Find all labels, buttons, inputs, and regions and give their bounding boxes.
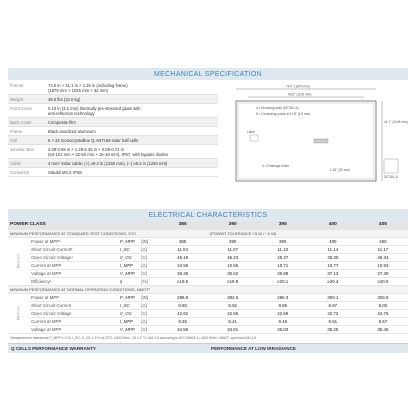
row-value: 11.07 bbox=[208, 245, 258, 253]
electrical-table bbox=[8, 221, 408, 334]
warranty-title: Q CELLS PERFORMANCE WARRANTY bbox=[11, 345, 96, 351]
row-unit: [%] bbox=[139, 277, 157, 285]
spec-row bbox=[8, 104, 218, 118]
power-class-value: 385 bbox=[158, 221, 208, 229]
row-symbol: P_MPP bbox=[118, 237, 139, 245]
row-label: Voltage at MPP bbox=[29, 269, 118, 277]
frame-label: 1.26" (32 mm) bbox=[330, 168, 351, 172]
tolerance-note: (POWER TOLERANCE +5 W / −0 W) bbox=[208, 229, 408, 237]
spec-row bbox=[8, 81, 218, 95]
row-value: 10.59 bbox=[158, 261, 208, 269]
row-value: 42.76 bbox=[358, 309, 408, 317]
spec-value: Stäubli MC4; IP68 bbox=[48, 169, 82, 175]
row-value: 10.83 bbox=[358, 261, 408, 269]
row-unit: [V] bbox=[139, 325, 157, 333]
row-value: 36.36 bbox=[158, 269, 208, 277]
data-row bbox=[8, 253, 408, 261]
electrical-title: ELECTRICAL CHARACTERISTICS bbox=[8, 209, 408, 221]
spec-key: Connector bbox=[10, 169, 30, 175]
row-value: 8.46 bbox=[258, 317, 308, 325]
section-title: MINIMUM PERFORMANCE AT STANDARD TEST CONDITIONS, STC bbox=[8, 229, 208, 237]
spec-value: 48.5 lbs (22.0 kg) bbox=[48, 96, 81, 102]
row-value: 303.8 bbox=[358, 293, 408, 301]
row-value: 35.03 bbox=[258, 325, 308, 333]
spec-value: 2.09-3.98 in × 1.26-2.36 in × 0.59-0.71 in (53-101 mm × 32-60 mm × 15-18 mm), IP67, with bypass diodes bbox=[48, 146, 168, 157]
spec-row bbox=[8, 136, 218, 145]
module-technical-drawing bbox=[226, 83, 408, 195]
group-cell bbox=[8, 293, 29, 333]
footnote: ¹Measurement tolerances P_MPP ± 3 %; I_SC, V_OC ± 5 % at STC: 1000 W/m², 25 ± 2 °C, AM 1.5 according to IEC 60904-3 • ²800 W/m², NMOT, spectrum AM 1.5 bbox=[8, 334, 408, 344]
row-label: Efficiency¹ bbox=[29, 277, 118, 285]
data-row bbox=[8, 317, 408, 325]
row-unit: [A] bbox=[139, 261, 157, 269]
row-label: Voltage at MPP bbox=[29, 325, 118, 333]
grounding-label: 8 × Grounding points ø 0.18" (4.5 mm) bbox=[256, 112, 311, 116]
row-value: ≥20.6 bbox=[358, 277, 408, 285]
row-value: 400 bbox=[308, 237, 358, 245]
row-label: Open Circuit Voltage bbox=[29, 309, 118, 317]
spec-key: Format bbox=[10, 82, 24, 88]
row-value: 288.8 bbox=[158, 293, 208, 301]
spec-value: 74.0 in × 41.1 in × 1.26 in (including frame) (1879 mm × 1045 mm × 32 mm) bbox=[48, 82, 128, 93]
spec-key: Front Cover bbox=[10, 105, 33, 111]
row-value: 385 bbox=[158, 237, 208, 245]
row-symbol: V_MPP bbox=[118, 325, 139, 333]
row-value: 42.65 bbox=[208, 309, 258, 317]
section-row bbox=[8, 229, 408, 237]
row-value: 405 bbox=[358, 237, 408, 245]
row-unit: [A] bbox=[139, 317, 157, 325]
row-value: 8.90 bbox=[158, 301, 208, 309]
row-value: 8.51 bbox=[308, 317, 358, 325]
row-value: 42.69 bbox=[258, 309, 308, 317]
row-value: 8.35 bbox=[158, 317, 208, 325]
row-value: 8.57 bbox=[358, 317, 408, 325]
row-symbol: η bbox=[118, 277, 139, 285]
spec-key: Frame bbox=[10, 128, 23, 134]
row-value: 45.34 bbox=[358, 253, 408, 261]
power-class-row bbox=[8, 221, 408, 229]
row-value: 35.46 bbox=[358, 325, 408, 333]
row-value: 11.17 bbox=[358, 245, 408, 253]
row-value: 300.1 bbox=[308, 293, 358, 301]
group-label: Minimum bbox=[16, 253, 21, 269]
row-value: 10.71 bbox=[258, 261, 308, 269]
row-value: 34.81 bbox=[208, 325, 258, 333]
row-value: ≥19.9 bbox=[208, 277, 258, 285]
spec-value: 0.13 in (3.2 mm) thermally pre-stressed glass with anti-reflection technology bbox=[48, 105, 141, 116]
module-drawing bbox=[218, 81, 408, 199]
spec-value: 6 × 22 monocrystalline Q.ANTUM solar half cells bbox=[48, 137, 139, 143]
data-row bbox=[8, 237, 408, 245]
bottom-section-headers bbox=[8, 344, 408, 353]
row-label: Power at MPP bbox=[29, 293, 118, 301]
row-symbol: P_MPP bbox=[118, 293, 139, 301]
row-symbol: I_SC bbox=[118, 245, 139, 253]
row-value: 11.14 bbox=[308, 245, 358, 253]
data-row bbox=[8, 245, 408, 253]
spec-key: Cable bbox=[10, 160, 21, 166]
row-value: 8.92 bbox=[208, 301, 258, 309]
spec-key: Back Cover bbox=[10, 119, 32, 125]
spec-key: Junction Box bbox=[10, 146, 34, 152]
row-unit: [A] bbox=[139, 301, 157, 309]
spec-key: Cell bbox=[10, 137, 18, 143]
row-unit: [V] bbox=[139, 309, 157, 317]
row-label: Short Circuit Current bbox=[29, 301, 118, 309]
dim-length: 74.0" (1879 mm) bbox=[286, 84, 310, 89]
power-class-label: POWER CLASS bbox=[8, 221, 158, 229]
row-value: 9.00 bbox=[358, 301, 408, 309]
row-value: 42.72 bbox=[308, 309, 358, 317]
row-value: 11.04 bbox=[158, 245, 208, 253]
row-value: 10.77 bbox=[308, 261, 358, 269]
dim-width: 41.1" (1045 mm) bbox=[384, 120, 408, 124]
data-row bbox=[8, 309, 408, 317]
row-value: 37.13 bbox=[308, 269, 358, 277]
data-row bbox=[8, 277, 408, 285]
row-value: 10.65 bbox=[208, 261, 258, 269]
row-unit: [V] bbox=[139, 269, 157, 277]
row-symbol: I_MPP bbox=[118, 261, 139, 269]
group-label: Minimum bbox=[16, 305, 21, 321]
power-class-value: 390 bbox=[208, 221, 258, 229]
data-row bbox=[8, 269, 408, 277]
row-value: 8.97 bbox=[308, 301, 358, 309]
row-label: Open Circuit Voltage¹ bbox=[29, 253, 118, 261]
spec-row bbox=[8, 145, 218, 159]
section-title: MINIMUM PERFORMANCE AT NORMAL OPERATING CONDITIONS, NMOT² bbox=[8, 285, 408, 293]
row-value: 11.10 bbox=[258, 245, 308, 253]
row-unit: [W] bbox=[139, 293, 157, 301]
row-symbol: I_MPP bbox=[118, 317, 139, 325]
section-row bbox=[8, 285, 408, 293]
row-symbol: I_SC bbox=[118, 301, 139, 309]
label-marker: Label bbox=[247, 130, 255, 134]
group-cell bbox=[8, 237, 29, 285]
row-value: 8.95 bbox=[258, 301, 308, 309]
spec-value: 4 mm² Solar cable; (+) ≥9.2 in (1250 mm), (−) ≥9.2 in (1250 mm) bbox=[48, 160, 168, 166]
row-symbol: V_OC bbox=[118, 309, 139, 317]
dim-inner: 43.6" (1109 mm) bbox=[288, 92, 312, 97]
row-value: 296.3 bbox=[258, 293, 308, 301]
drainage-label: 4 × Drainage holes bbox=[262, 164, 289, 168]
spec-key: Weight bbox=[10, 96, 23, 102]
row-value: ≥20.1 bbox=[258, 277, 308, 285]
power-class-value: 400 bbox=[308, 221, 358, 229]
spec-row bbox=[8, 127, 218, 136]
row-label: Current at MPP bbox=[29, 317, 118, 325]
row-value: 292.6 bbox=[208, 293, 258, 301]
row-value: 45.19 bbox=[158, 253, 208, 261]
spec-row bbox=[8, 118, 218, 127]
row-value: ≥19.6 bbox=[158, 277, 208, 285]
row-value: 45.30 bbox=[308, 253, 358, 261]
row-unit: [W] bbox=[139, 237, 157, 245]
row-value: 395 bbox=[258, 237, 308, 245]
row-label: Power at MPP¹ bbox=[29, 237, 118, 245]
row-unit: [A] bbox=[139, 245, 157, 253]
row-value: 42.62 bbox=[158, 309, 208, 317]
datasheet bbox=[8, 68, 408, 353]
row-value: 8.41 bbox=[208, 317, 258, 325]
spec-row bbox=[8, 95, 218, 104]
row-value: 36.88 bbox=[258, 269, 308, 277]
row-label: Current at MPP bbox=[29, 261, 118, 269]
data-row bbox=[8, 261, 408, 269]
low-irradiance-title: PERFORMANCE AT LOW IRRADIANCE bbox=[211, 345, 296, 351]
row-value: ≥20.4 bbox=[308, 277, 358, 285]
spec-row bbox=[8, 159, 218, 168]
detail-a-label: DETAIL A bbox=[384, 175, 398, 179]
spec-value: Black anodized aluminum bbox=[48, 128, 96, 134]
row-value: 45.23 bbox=[208, 253, 258, 261]
mounting-slots-label: 4 × Mounting slots (DETAIL A) bbox=[256, 106, 299, 110]
power-class-value: 405 bbox=[358, 221, 408, 229]
row-value: 36.62 bbox=[208, 269, 258, 277]
mechanical-spec-table bbox=[8, 81, 218, 199]
row-label: Short Circuit Current¹ bbox=[29, 245, 118, 253]
data-row bbox=[8, 301, 408, 309]
mechanical-title: MECHANICAL SPECIFICATION bbox=[8, 68, 408, 80]
data-row bbox=[8, 325, 408, 333]
row-value: 390 bbox=[208, 237, 258, 245]
row-value: 35.25 bbox=[308, 325, 358, 333]
mechanical-section bbox=[8, 81, 408, 199]
spec-value: Composite film bbox=[48, 119, 76, 125]
row-value: 37.39 bbox=[358, 269, 408, 277]
row-symbol: V_MPP bbox=[118, 269, 139, 277]
row-value: 34.59 bbox=[158, 325, 208, 333]
row-symbol: V_OC bbox=[118, 253, 139, 261]
data-row bbox=[8, 293, 408, 301]
row-unit: [V] bbox=[139, 253, 157, 261]
row-value: 45.27 bbox=[258, 253, 308, 261]
power-class-value: 395 bbox=[258, 221, 308, 229]
spec-row bbox=[8, 168, 218, 177]
